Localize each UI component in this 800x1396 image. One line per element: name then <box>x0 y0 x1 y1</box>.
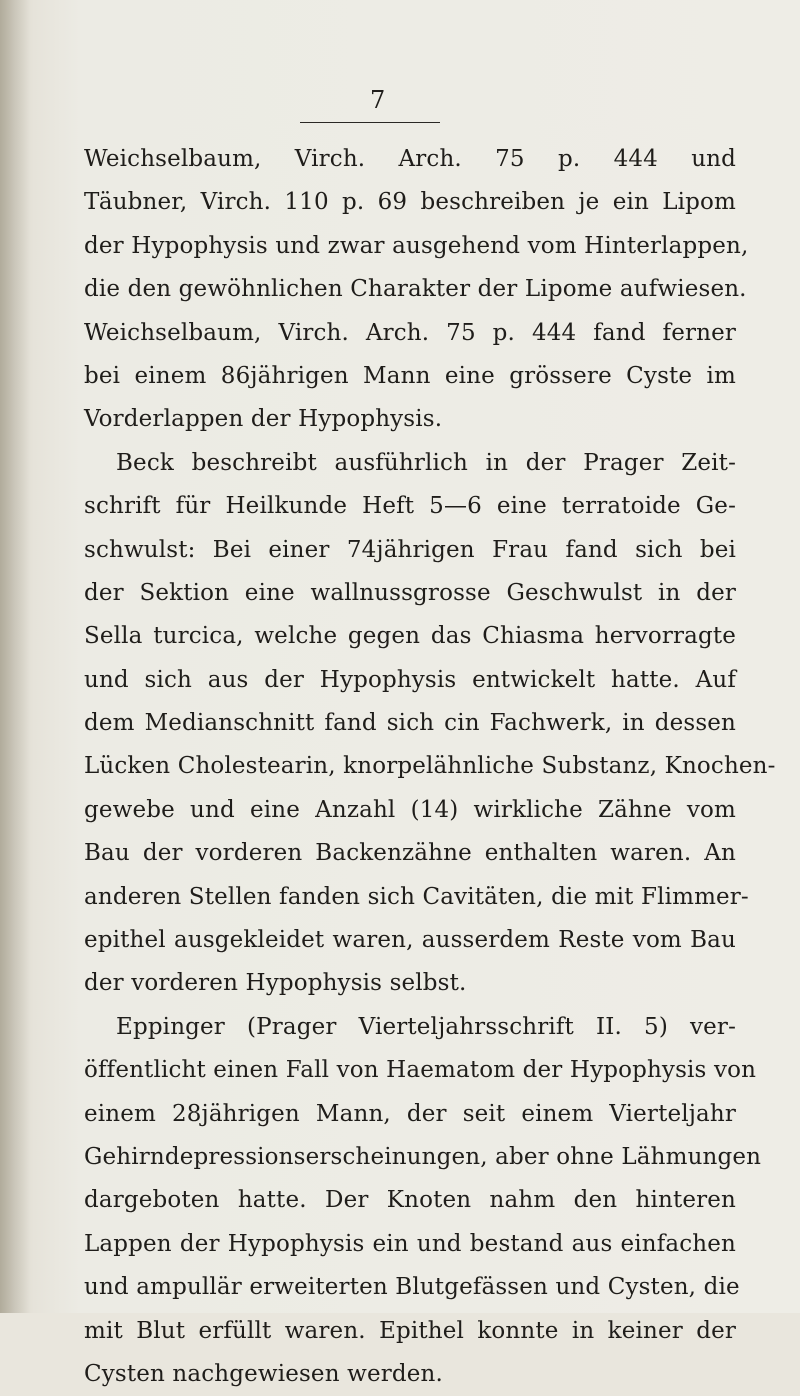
text-line: Eppinger (Prager Vierteljahrsschrift II. 5) ver- <box>116 1013 736 1040</box>
text-line: schwulst: Bei einer 74jährigen Frau fand sich bei <box>84 536 736 563</box>
text-line: Sella turcica, welche gegen das Chiasma hervorragte <box>84 623 736 650</box>
text-line: bei einem 86jährigen Mann eine grössere Cyste im <box>84 362 736 389</box>
text-line: Täubner, Virch. 110 p. 69 beschreiben je ein Lipom <box>84 189 736 216</box>
text-line: Weichselbaum, Virch. Arch. 75 p. 444 und <box>84 146 736 172</box>
text-line: Gehirndepressionserscheinungen, aber ohne Lähmungen <box>84 1143 762 1170</box>
text-line: und sich aus der Hypophysis entwickelt hatte. Auf <box>84 666 736 693</box>
text-line: Beck beschreibt ausführlich in der Prager Zeit- <box>116 449 736 476</box>
text-line: Lappen der Hypophysis ein und bestand aus einfachen <box>84 1230 736 1257</box>
header-rule <box>300 122 440 123</box>
text-line: Cysten nachgewiesen werden. <box>84 1360 443 1387</box>
text-line: der vorderen Hypophysis selbst. <box>84 970 467 997</box>
text-line: der Sektion eine wallnussgrosse Geschwulst in der <box>84 579 736 606</box>
text-line: anderen Stellen fanden sich Cavitäten, die mit Flimmer- <box>84 883 749 910</box>
text-line: gewebe und eine Anzahl (14) wirkliche Zähne vom <box>84 796 736 823</box>
text-line: öffentlicht einen Fall von Haematom der Hypophysis von <box>84 1057 757 1084</box>
text-line: Vorderlappen der Hypophysis. <box>84 406 443 433</box>
body-text <box>84 138 776 1396</box>
page-binding-shadow <box>0 0 30 1313</box>
text-line: Weichselbaum, Virch. Arch. 75 p. 444 fand ferner <box>84 319 736 346</box>
text-line: einem 28jährigen Mann, der seit einem Vierteljahr <box>84 1100 736 1127</box>
text-line: dem Medianschnitt fand sich cin Fachwerk, in dessen <box>84 710 736 737</box>
text-line: mit Blut erfüllt waren. Epithel konnte in keiner der <box>84 1317 736 1344</box>
text-line: der Hypophysis und zwar ausgehend vom Hinterlappen, <box>84 232 749 259</box>
text-line: Lücken Cholestearin, knorpelähnliche Substanz, Knochen- <box>84 753 776 780</box>
text-line: und ampullär erweiterten Blutgefässen und Cysten, die <box>84 1274 740 1301</box>
page-number: 7 <box>370 86 386 114</box>
text-line: epithel ausgekleidet waren, ausserdem Reste vom Bau <box>84 927 736 954</box>
text-line: die den gewöhnlichen Charakter der Lipome aufwiesen. <box>84 276 747 303</box>
text-line: Bau der vorderen Backenzähne enthalten waren. An <box>84 840 736 867</box>
text-line: dargeboten hatte. Der Knoten nahm den hinteren <box>84 1187 736 1214</box>
text-line: schrift für Heilkunde Heft 5—6 eine terratoide Ge- <box>84 493 736 520</box>
